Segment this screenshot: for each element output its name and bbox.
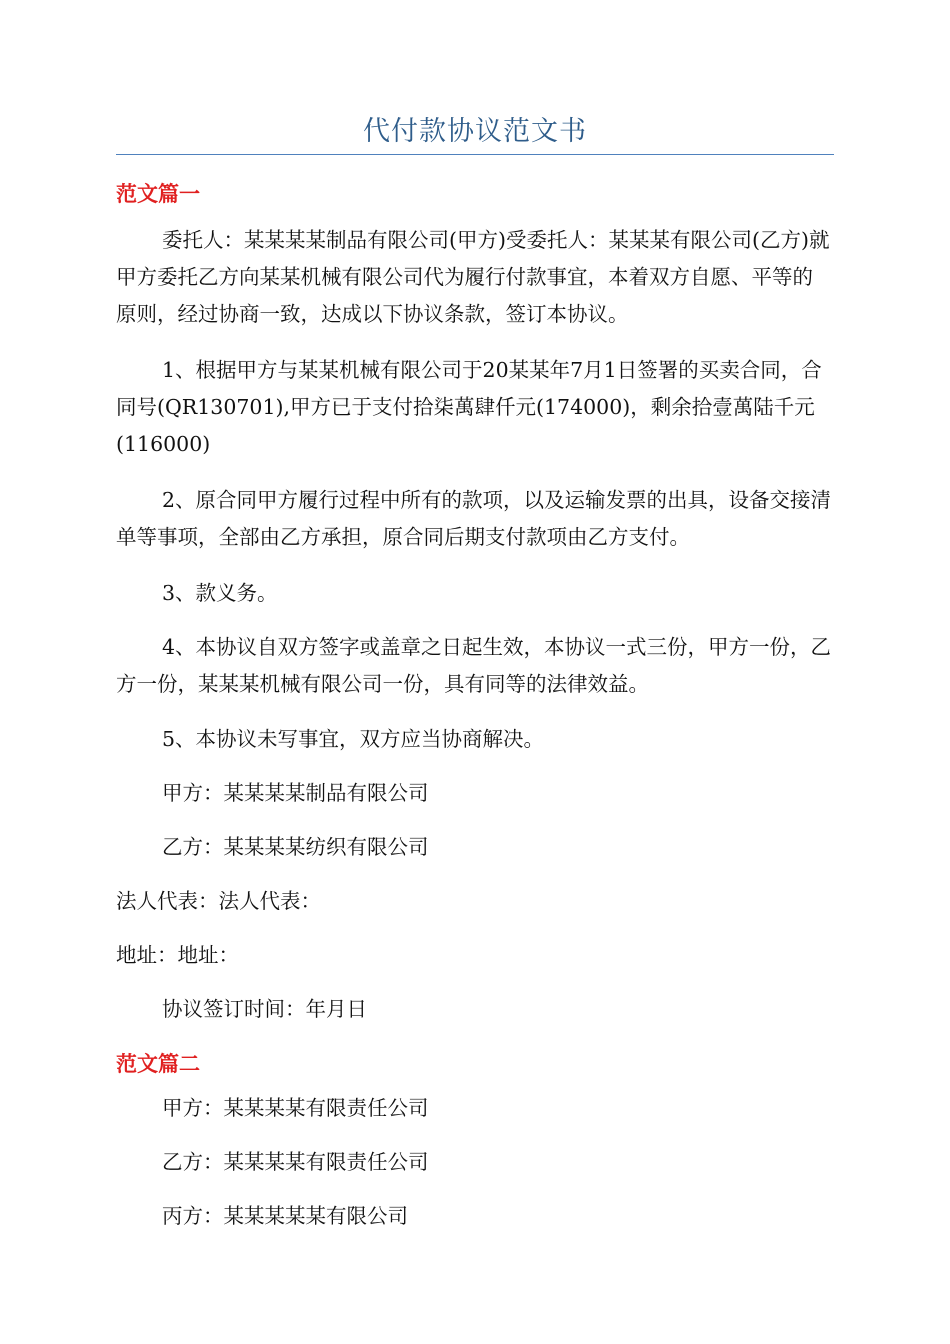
- paragraph-clause-4: 4、本协议自双方签字或盖章之日起生效，本协议一式三份，甲方一份，乙方一份，某某某机械有限公司一份，具有同等的法律效益。: [116, 635, 832, 696]
- section-heading-1: 范文篇一: [116, 182, 200, 206]
- party-a-line-2: 甲方：某某某某有限责任公司: [162, 1096, 429, 1120]
- address-line: 地址：地址：: [116, 943, 239, 967]
- document-title: 代付款协议范文书: [363, 116, 587, 147]
- paragraph-clause-5: 5、本协议未写事宜，双方应当协商解决。: [162, 727, 545, 751]
- paragraph-clause-3: 3、款义务。: [162, 581, 278, 605]
- section-heading-2: 范文篇二: [116, 1052, 200, 1076]
- party-b-line: 乙方：某某某某纺织有限公司: [162, 835, 429, 859]
- signing-date-line: 协议签订时间：年月日: [162, 997, 367, 1021]
- party-a-line: 甲方：某某某某制品有限公司: [162, 781, 429, 805]
- legal-representative-line: 法人代表：法人代表：: [116, 889, 321, 913]
- title-underline: [116, 154, 834, 155]
- party-c-line-2: 丙方：某某某某某有限公司: [162, 1204, 408, 1228]
- paragraph-clause-1: 1、根据甲方与某某机械有限公司于20某某年7月1日签署的买卖合同，合同号(QR130701),甲方已于支付拾柒萬肆仟元(174000)，剩余拾壹萬陆千元(116000): [116, 358, 822, 456]
- paragraph-clause-2: 2、原合同甲方履行过程中所有的款项，以及运输发票的出具，设备交接清单等事项，全部由乙方承担，原合同后期支付款项由乙方支付。: [116, 488, 832, 549]
- paragraph-intro: 委托人：某某某某制品有限公司(甲方)受委托人：某某某有限公司(乙方)就甲方委托乙方向某某机械有限公司代为履行付款事宜，本着双方自愿、平等的原则，经过协商一致，达成以下协议条款，签订本协议。: [116, 228, 830, 326]
- party-b-line-2: 乙方：某某某某有限责任公司: [162, 1150, 429, 1174]
